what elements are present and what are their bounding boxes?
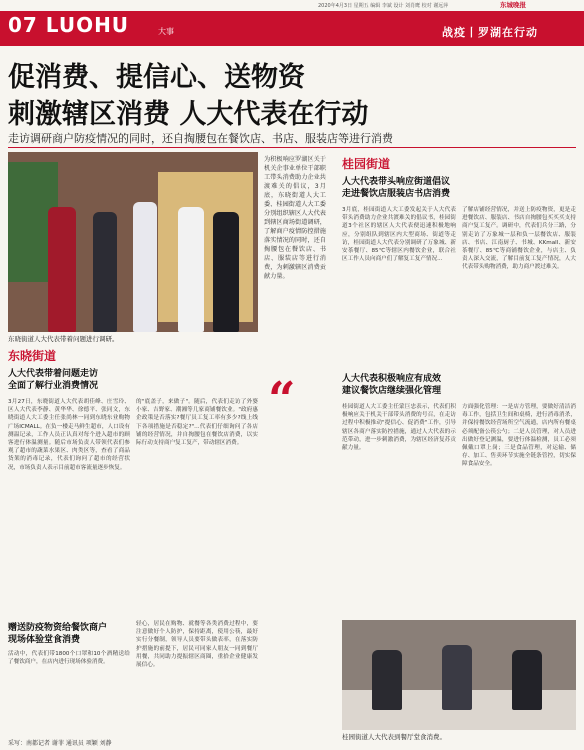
guiyuan-title-3: 人大代表积极响应有成效 (342, 374, 442, 384)
guiyuan-title-2: 走进餐饮店服装店书店消费 (342, 189, 451, 199)
section-name: 大事 (158, 27, 174, 36)
bottom-photo-caption: 桂园街道人大代表到餐厅堂食消费。 (342, 733, 446, 741)
headline-rule (8, 147, 576, 148)
section-number: 07 LUOHU (8, 13, 130, 37)
bottom-photo (342, 620, 576, 730)
quote-mark-icon: “ (268, 372, 296, 428)
dongxiao-title-1: 人大代表带着问题走访 (8, 369, 99, 379)
guiyuan-body-1: 3月底，桂园街道人大工委发起关于人大代表带头消费助力企业共渡难关的倡议书，桂园街道3个社区的辖区人大代表便迅速积极地响应，分别组队到辖区内大型商场、街道等走访，桂园街道人大代表分别调研了万象城、新安茶餐厅、85℃等辖区内餐饮企业，联合社区工作人员向商户们了解复工复产情况... (342, 207, 456, 263)
top-photo (8, 152, 258, 332)
dongxiao-body-4: 活动中，代表们带1800个口罩和10个酒精送给了餐饮商户，在店内进行现场体验消费。 (8, 651, 130, 666)
top-meta-bar (0, 0, 584, 10)
dongxiao-body-2: 的"底盖子，来做子"。随后，代表们走访了外婆小家、吉野家、潮湘等几家商铺餐饮业。"政府惠企政策是否落实?餐厅员工复工率有多少?线上线下各项措施是否稳定?"...代表们仔细询问了各店铺的经营情况，并自掏腰包在餐饮店消费，以实际行动支持商户复工复产，带动辖区消费。 (136, 399, 258, 447)
byline: 采写：南都记者 谢菲 通讯员 项颖 刘静 (8, 740, 112, 747)
dongxiao-body-1: 3月27日，东晓街道人大代表胡佳峰、庄雪玲、区人大代表李静、黄华华、徐德平、张同文，东晓街道人大工委主任张尚林一同到东晓东业购物广场ICMALL。在负一楼走马鲜生超市，人口设有测温记录，工作人员正认真对每个进入超市的顾客进行体温测量。随后市场负责人带领代表们参观了超市的蔬菜水果区、肉类区等，查看了商品货架的消毒记录，代表们询问了超市的经营状况，市场负责人表示目前超市客流量逐步恢复。 (8, 399, 130, 471)
dongxiao-title-3: 赠送防疫物资给餐饮商户 (8, 623, 108, 633)
headline-line-1: 促消费、提信心、送物资 (8, 62, 305, 93)
paper-logo: 东城晚报 (500, 1, 526, 9)
guiyuan-body-3: 桂园街道人大工委主任蒙巨忠表示，代表们积极响应关于机关干部带头消费的号召，在走访过程中积极推动"提信心、促消费"工作，引导辖区各商户落实防控措施，通过人大代表的示范带动，进一步刺激消费，为辖区经济复苏贡献力量。 (342, 404, 456, 452)
guiyuan-body-4: 方面强化管理：一是店方管理，要做好清洁消毒工作，包括卫生间和桌椅，进行消毒消杀，并保持餐饮经营场所空气流通，店内所有餐桌必须配备公筷公勺；二是人员管理，对人员进出做好登记测温，要进行体温检测，员工必须佩戴口罩上岗；三是食品管理，对运输、储存、加工、售卖环节实施全链条管控，切实保障食品安全。 (462, 404, 576, 468)
dongxiao-title-2: 全面了解行业消费情况 (8, 381, 99, 391)
subheadline: 走访调研商户防疫情况的同时，还自掏腰包在餐饮店、书店、服装店等进行消费 (8, 132, 393, 145)
guiyuan-body-2: 了解店铺经营情况，并送上防疫物资，更是走进餐饮店、服装店、书店自掏腰包买买买支持商户复工复产。调研中，代表们兵分三路，分别走访了万象城一层和负一层餐饮店、服装店、书店、江南厨子、书城、KKmall、新安茶餐厅、85℃等商铺餐饮企业，与店主、负责人深入交流，了解目前复工复产情况，人大代表带头购物消费，助力商户渡过难关。 (462, 207, 576, 271)
column-tag: 战疫丨罗湖在行动 (442, 26, 538, 39)
dongxiao-title-4: 现场体验堂食消费 (8, 635, 81, 645)
issue-meta: 2020年4月3日 星期五 编辑 李斌 设计 刘肖鹰 校对 谢远萍 (318, 3, 449, 9)
dongxiao-body-5: 轻心，居民在购物、就餐等各类消费过程中，要注意做好个人防护，保持距离，使用公筷，最好实行分餐制，领导人员要带头做表率，在落实防护措施的前提下，居民可同家人朋友一同到餐厅用餐，共同助力提振辖区商圈，重拾企业健康发展信心。 (136, 621, 258, 669)
section-label-dongxiao: 东晓街道 (8, 349, 57, 363)
section-label-guiyuan: 桂园街道 (342, 157, 391, 171)
headline-line-2: 刺激辖区消费 人大代表在行动 (8, 99, 369, 130)
guiyuan-title-4: 建议餐饮店继续强化管理 (342, 386, 442, 396)
top-photo-caption: 东晓街道人大代表带着问题进行调研。 (8, 335, 119, 343)
guiyuan-title-1: 人大代表带头响应街道倡议 (342, 177, 451, 187)
intro-box: 为积极响应罗湖区关于机关企事业单位干部职工带头消费助力企业共渡难关的倡议，3月底，东晓街道人大工委、桂园街道人大工委分别组织辖区人大代表到辖区商场街道调研，了解商户疫情防控措施落实情况的同时，还自掏腰包在餐饮店、书店、服装店等进行消费，为刺激辖区消费贡献力量。 (264, 156, 326, 280)
